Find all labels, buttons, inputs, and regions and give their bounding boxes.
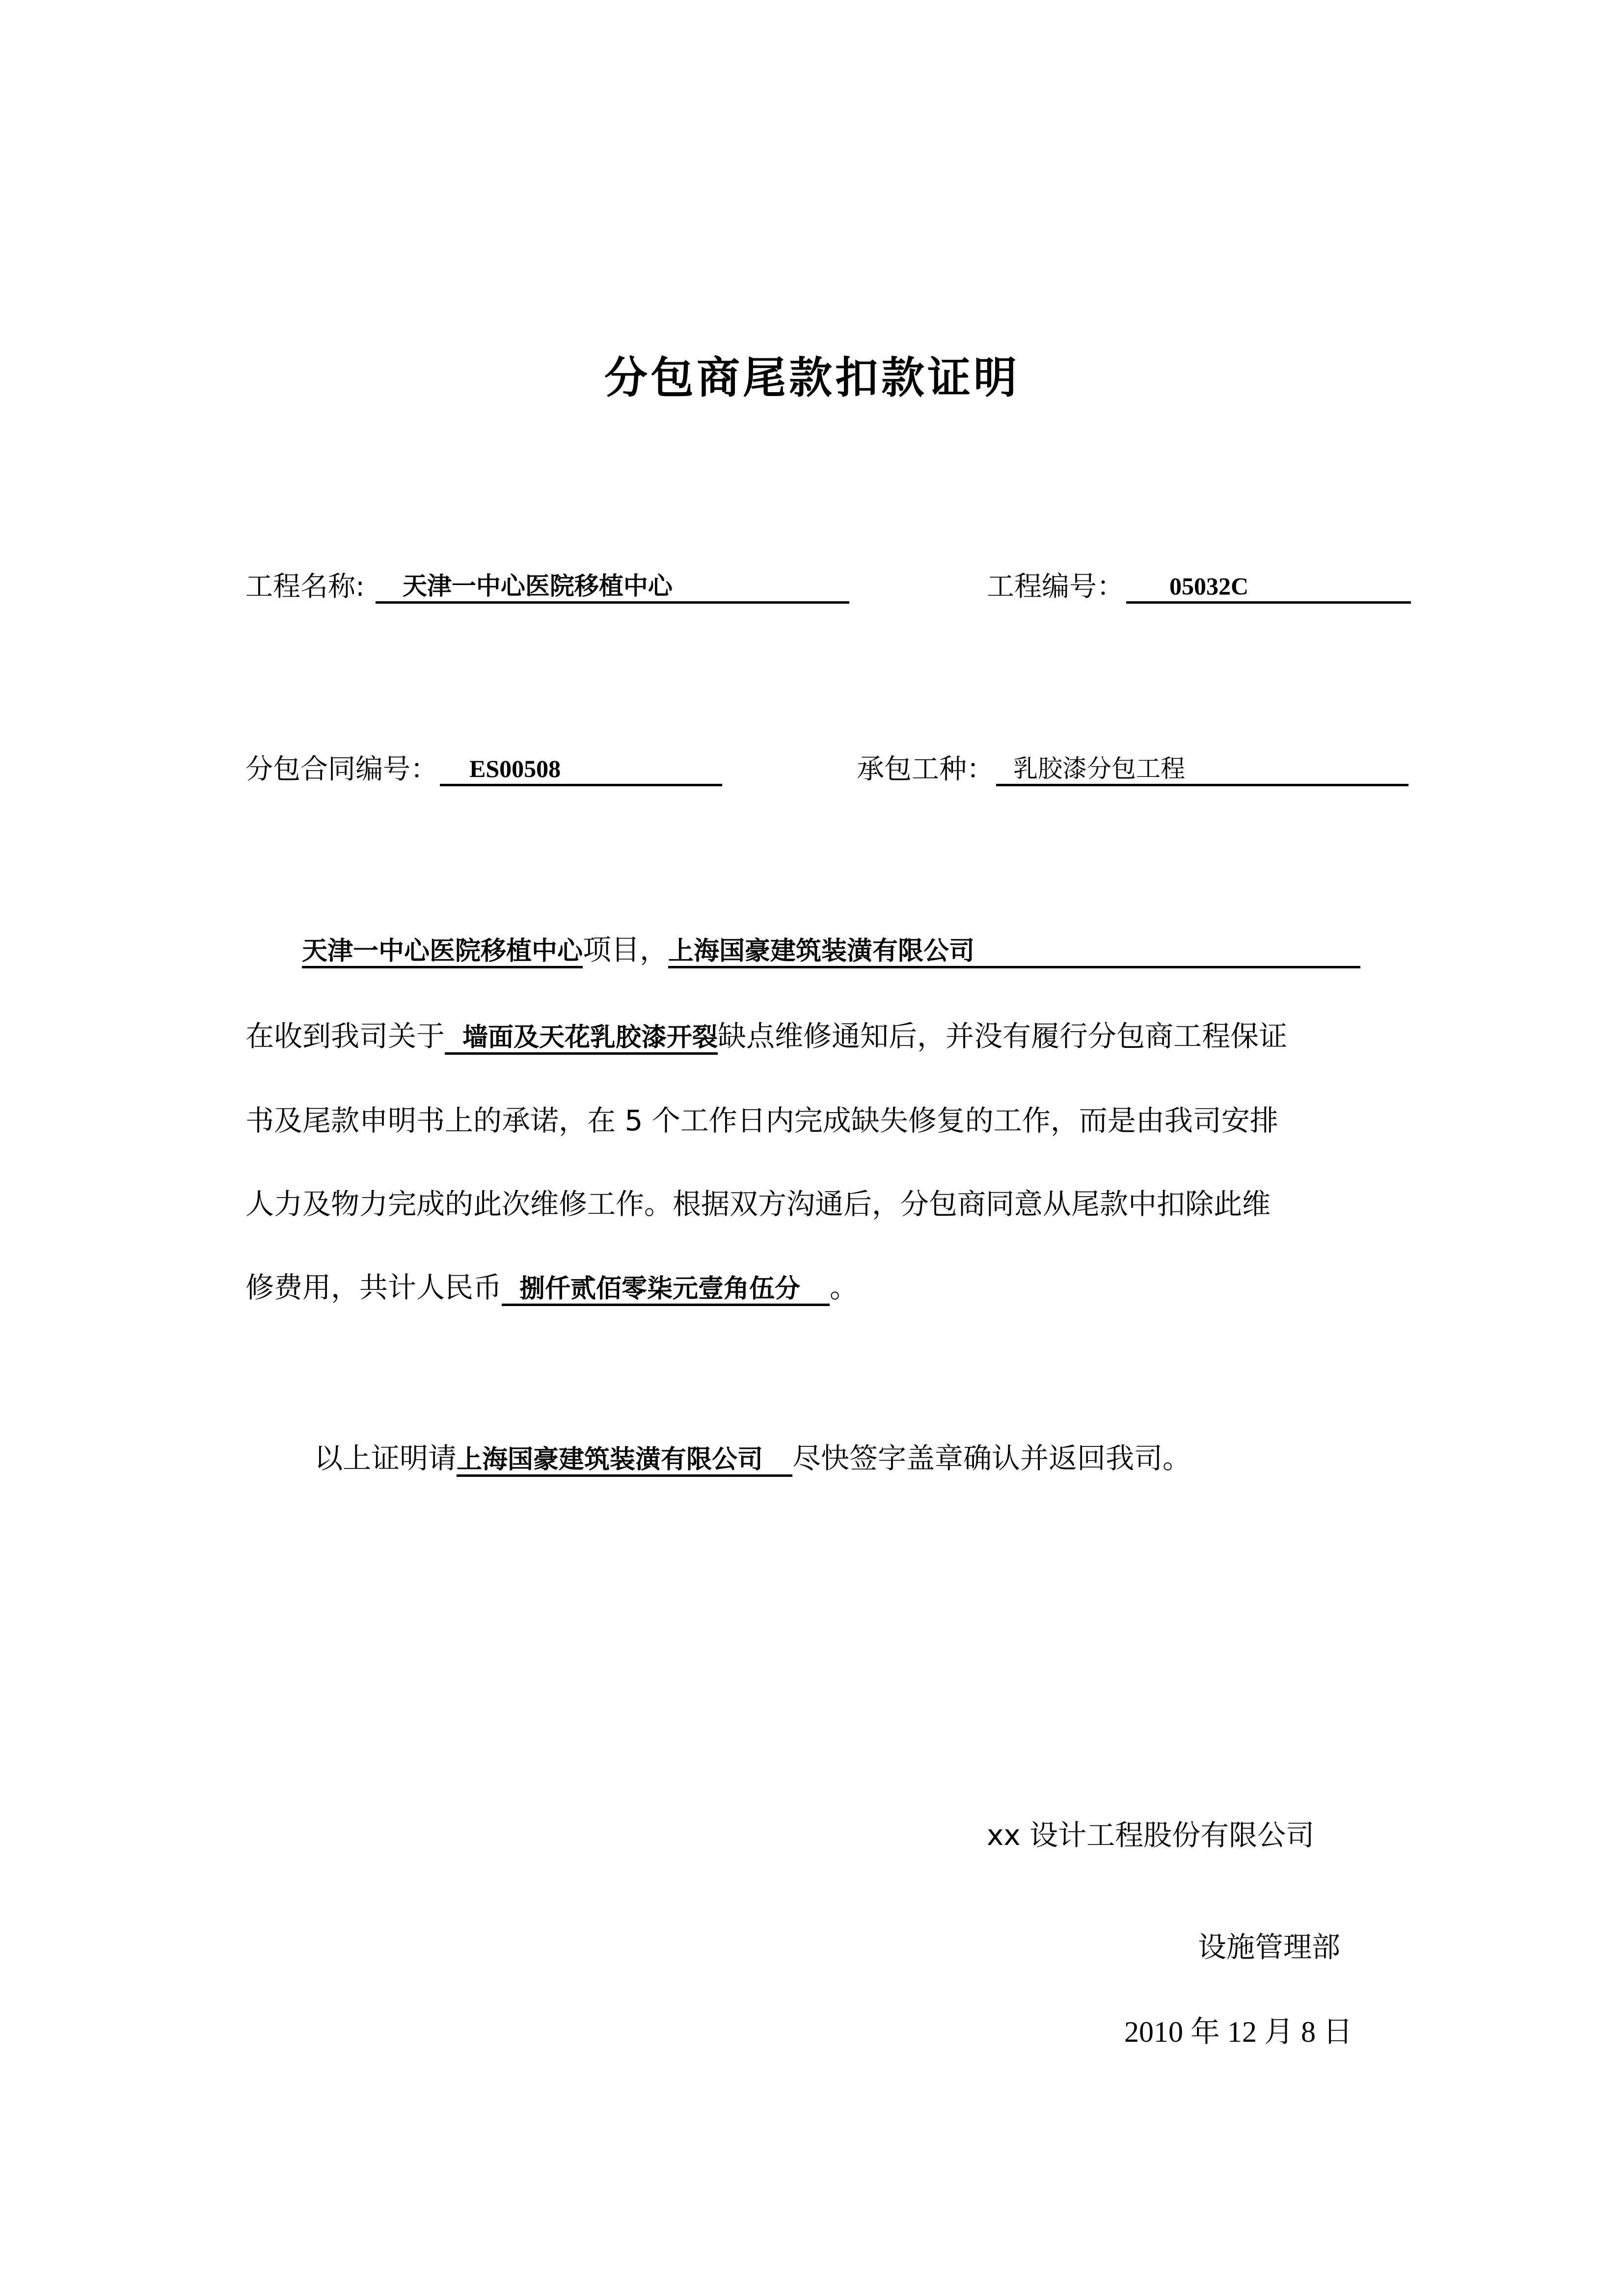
confirming-company: 上海国豪建筑装潢有限公司 — [457, 1447, 792, 1477]
page-title: 分包商尾款扣款证明 — [604, 352, 1020, 403]
body-line-6-post: 尽快签字盖章确认并返回我司。 — [792, 1442, 1191, 1475]
body-line-2 — [245, 1019, 1419, 1061]
signature-date: 2010 年 12 月 8 日 — [1124, 2016, 1353, 2048]
defect-description: 墙面及天花乳胶漆开裂 — [445, 1025, 718, 1055]
project-no-field — [987, 545, 1411, 604]
work-type-field — [857, 727, 1408, 786]
contract-info-row — [245, 727, 1419, 786]
body-line-2-pre: 在收到我司关于 — [245, 1019, 445, 1053]
body-line-2-post: 缺点维修通知后，并没有履行分包商工程保证 — [718, 1019, 1288, 1053]
body-line-6 — [245, 1444, 1419, 1483]
body-line-1-mid: 项目， — [583, 933, 669, 966]
work-type-underline — [996, 742, 1408, 786]
project-name-underline — [376, 560, 849, 604]
signature-department: 设施管理部 — [1198, 1930, 1341, 1964]
contract-no-value: ES00508 — [469, 755, 561, 782]
project-no-label: 工程编号： — [987, 571, 1124, 603]
contract-no-field — [245, 727, 722, 786]
body-line-5-pre: 修费用，共计人民币 — [245, 1271, 502, 1304]
project-name-field — [245, 545, 849, 604]
work-type-label: 承包工种： — [857, 753, 994, 785]
project-name-label: 工程名称: — [245, 571, 365, 603]
contract-no-underline — [440, 742, 722, 786]
signature-company: xx 设计工程股份有限公司 — [987, 1818, 1315, 1852]
amount-in-words: 捌仟贰佰零柒元壹角伍分 — [502, 1276, 830, 1306]
body-line-4: 人力及物力完成的此次维修工作。根据双方沟通后，分包商同意从尾款中扣除此维 — [245, 1187, 1271, 1221]
project-name-value: 天津一中心医院移植中心 — [402, 572, 673, 600]
project-no-value: 05032C — [1169, 572, 1249, 600]
body-line-6-pre: 以上证明请 — [314, 1442, 457, 1475]
body-line-3: 书及尾款申明书上的承诺，在 5 个工作日内完成缺失修复的工作，而是由我司安排 — [245, 1104, 1278, 1137]
project-info-row — [245, 545, 1419, 604]
company-reference: 上海国豪建筑装潢有限公司 — [668, 938, 1360, 968]
project-no-underline — [1126, 560, 1411, 604]
body-line-5-post: 。 — [830, 1271, 859, 1304]
contract-no-label: 分包合同编号： — [245, 753, 438, 785]
body-line-5 — [245, 1273, 1419, 1312]
project-reference: 天津一中心医院移植中心 — [302, 938, 583, 968]
work-type-value: 乳胶漆分包工程 — [1013, 755, 1185, 782]
body-line-1 — [245, 935, 1419, 975]
